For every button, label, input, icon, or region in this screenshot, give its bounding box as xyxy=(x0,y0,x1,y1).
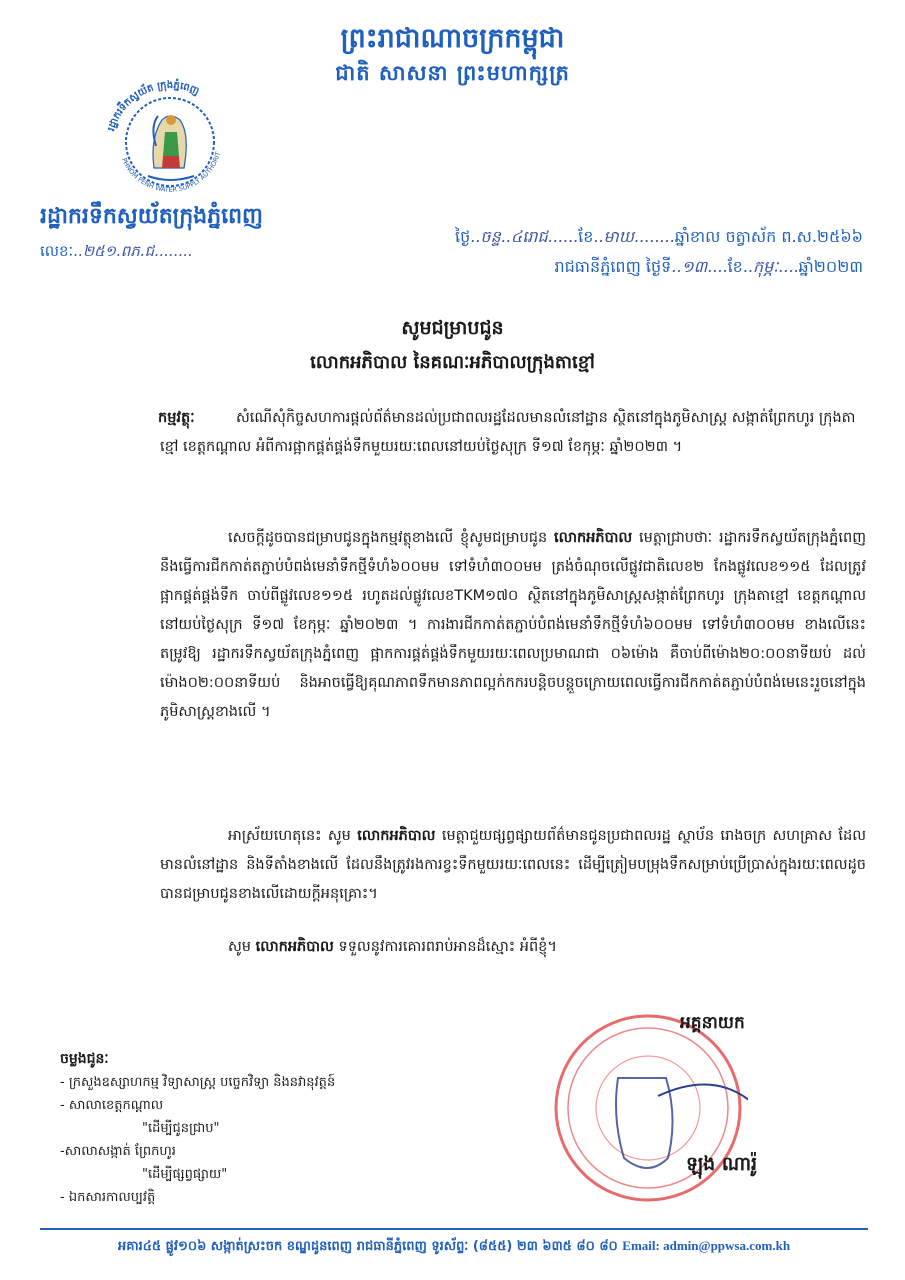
reference-value: ..២៥១.ពភ.ជ........ xyxy=(73,242,193,260)
subject-label: កម្មវត្ថុៈ xyxy=(158,410,195,426)
solar-day: ..១៣.... xyxy=(671,257,728,276)
logo-text-english: PHNOM PENH WATER SUPPLY AUTHORIT xyxy=(119,150,223,194)
logo-text-khmer: រដ្ឋាករទឹកស្វយ័ត ក្រុងភ្នំពេញ xyxy=(106,79,201,133)
cc-item-note: "ដើម្បីផ្សព្វផ្សាយ" xyxy=(142,1167,228,1182)
footer-email: Email: admin@ppwsa.com.kh xyxy=(622,1238,791,1253)
lunar-month: ..មាឃ........ xyxy=(593,227,675,246)
closing-bold: លោកអភិបាល xyxy=(255,939,334,955)
cc-item-note: "ដើម្បីជូនជ្រាប" xyxy=(142,1121,220,1136)
cc-item: - សាលាខេត្តកណ្តាល xyxy=(60,1098,164,1113)
signatory-name: ឡុង ណារ៉ូ xyxy=(686,1153,758,1175)
kingdom-heading: ព្រះរាជាណាចក្រកម្ពុជា xyxy=(340,23,565,54)
body-paragraph-2 xyxy=(160,822,866,909)
signatory-title: អគ្គនាយក xyxy=(680,1013,745,1033)
cc-title: ចម្លងជូនៈ xyxy=(60,1051,109,1067)
lunar-day: ..ចន្ទ..៤រោជ...... xyxy=(470,227,579,246)
solar-month-label: ខែ xyxy=(727,257,743,276)
ppwsa-logo xyxy=(90,76,250,206)
salutation-title: សូមជម្រាបជូន xyxy=(401,317,504,339)
national-motto: ជាតិ សាសនា ព្រះមហាក្សត្រ xyxy=(335,61,570,85)
footer-address: អគារ៤៥ ផ្លូវ១០៦ សង្កាត់ស្រះចក ខណ្ឌដូនពេញ រាជធានីភ្នំពេញ ទូរស័ព្ទៈ (៨៥៥) ២៣ ៦៣៥ ៨០ ៨០ xyxy=(117,1239,623,1254)
organization-name: រដ្ឋាករទឹកស្វយ័តក្រុងភ្នំពេញ xyxy=(40,204,264,229)
closing-text-b: ទទួលនូវការគោរពរាប់អានដ៏ស្មោះ អំពីខ្ញុំ។ xyxy=(333,939,557,955)
p1-bold: លោកអភិបាល xyxy=(553,530,633,546)
solar-month: ..កុម្ភៈ.... xyxy=(742,257,799,276)
lunar-year: ឆ្នាំខាល ចត្វាស័ក ព.ស.២៥៦៦ xyxy=(674,227,863,246)
closing-line xyxy=(228,938,557,959)
recipient-title: លោកអភិបាល នៃគណៈអភិបាលក្រុងតាខ្មៅ xyxy=(310,352,595,373)
p2-text-b: មេត្តាជួយផ្សព្វផ្សាយព័ត៌មានជូនប្រជាពលរដ្ឋ ស្ថាប័ន រោងចក្រ សហគ្រាស ដែលមានលំនៅដ្ឋាន និងទីតាំងខាងលើ ដែលនឹងត្រូវរងការខ្វះទឹកមួយរយៈពេលនេះ ដើម្បីត្រៀមបម្រុងទឹកសម្រាប់ប្រើប្រាស់ក្នុងរយៈពេលដូចបានជម្រាបជូនខាងលើដោយក្តីអនុគ្រោះ។ xyxy=(160,828,867,902)
reference-label: លេខៈ xyxy=(40,242,74,260)
solar-year: ឆ្នាំ២០២៣ xyxy=(798,257,863,276)
cc-item: - ក្រសួងឧស្សាហកម្ម វិទ្យាសាស្ត្រ បច្ចេកវិទ្យា និងនវានុវត្តន៍ xyxy=(60,1075,336,1090)
lunar-month-label: ខែ xyxy=(578,227,594,246)
p2-text-a: អាស្រ័យហេតុនេះ សូម xyxy=(228,828,358,844)
solar-prefix: រាជធានីភ្នំពេញ ថ្ងៃទី xyxy=(554,257,672,276)
closing-text-a: សូម xyxy=(228,939,256,955)
p1-text-a: សេចក្តីដូចបានជម្រាបជូនក្នុងកម្មវត្ថុខាងលើ ខ្ញុំសូមជម្រាបជូន xyxy=(228,530,554,546)
subject-text: សំណើសុំកិច្ចសហការផ្តល់ព័ត៌មានដល់ប្រជាពលរដ្ឋដែលមានលំនៅដ្ឋាន ស្ថិតនៅក្នុងភូមិសាស្ត្រ សង្កាត់ព្រែកហូរ ក្រុងតាខ្មៅ ខេត្តកណ្តាល អំពីការផ្អាកផ្គត់ផ្គង់ទឹកមួយរយៈពេលនៅយប់ថ្ងៃសុក្រ ទី១៧ ខែកុម្ភៈ ឆ្នាំ២០២៣ ។ xyxy=(160,410,856,455)
cc-item: -សាលាសង្កាត់ ព្រែកហូរ xyxy=(60,1144,176,1159)
solar-date xyxy=(554,256,863,280)
footer-contact xyxy=(40,1238,868,1257)
body-paragraph-1 xyxy=(160,524,866,727)
footer-divider xyxy=(40,1228,868,1230)
p2-bold: លោកអភិបាល xyxy=(357,828,436,844)
p1-text-b: មេត្តាជ្រាបថាៈ រដ្ឋាករទឹកស្វយ័តក្រុងភ្នំពេញ នឹងធ្វើការជីកកាត់តភ្ជាប់បំពង់មេនាំទឹកថ្មីទំហំ៦០០មម ទៅទំហំ៣០០មម ត្រង់ចំណុចលើផ្លូវជាតិលេខ២ កែងផ្លូវលេខ១១៥ ដែលត្រូវផ្អាកផ្គត់ផ្គង់ទឹក ចាប់ពីផ្លូវលេខ១១៥ រហូតដល់ផ្លូវលេខTKM១៧០ ស្ថិតនៅក្នុងភូមិសាស្ត្រសង្កាត់ព្រែកហូរ ក្រុងតាខ្មៅ ខេត្តកណ្តាល នៅយប់ថ្ងៃសុក្រ ទី១៧ ខែកុម្ភៈ ឆ្នាំ២០២៣ ។ ការងារជីកកាត់តភ្ជាប់បំពង់មេនាំទឹកថ្មីទំហំ៦០០មម ទៅទំហំ៣០០មម ខាងលើនេះតម្រូវឱ្យ រដ្ឋាករទឹកស្វយ័តក្រុងភ្នំពេញ ផ្អាកការផ្គត់ផ្គង់ទឹកមួយរយៈពេលប្រមាណជា ០៦ម៉ោង គឺចាប់ពីម៉ោង២០:០០នាទីយប់ ដល់ម៉ោង០២:០០នាទីយប់ និងអាចធ្វើឱ្យគុណភាពទឹកមានភាពល្អក់កករបន្តិចបន្តួចក្រោយពេលធ្វើការជីកកាត់តភ្ជាប់បំពង់មេនេះរួចនៅក្នុងភូមិសាស្ត្រខាងលើ ។ xyxy=(160,530,866,720)
lunar-prefix: ថ្ងៃ xyxy=(455,227,471,246)
subject-block xyxy=(160,404,866,462)
cc-item: - ឯកសារកាលប្បវត្តិ xyxy=(60,1190,156,1205)
lunar-date xyxy=(455,226,863,250)
reference-number xyxy=(40,242,192,264)
cc-list xyxy=(60,1048,335,1209)
